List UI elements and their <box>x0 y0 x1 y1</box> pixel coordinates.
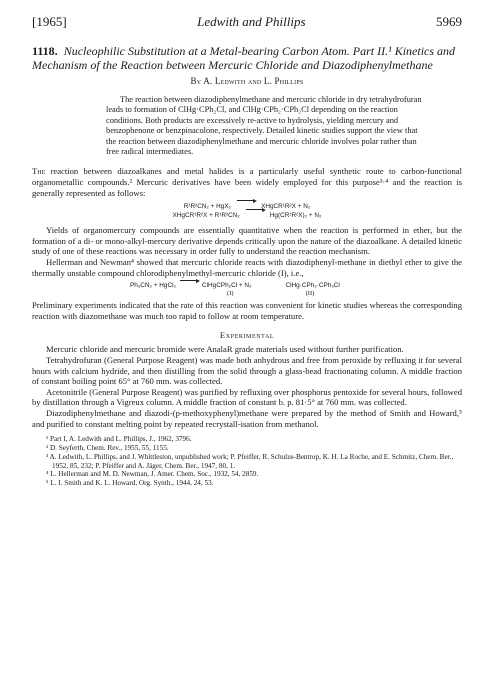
intro-paragraph <box>32 166 462 198</box>
compound-label-row <box>227 290 314 297</box>
intro-lead-word: The <box>32 166 46 177</box>
mercury-reaction-scheme <box>32 282 462 297</box>
running-title: Ledwith and Phillips <box>197 14 306 29</box>
equation-2-right: Hg(CR¹R²X)₂ + N₂ <box>269 212 322 220</box>
equation-3-second-product: ClHg·CPh₂·CPh₂Cl <box>285 282 340 290</box>
reaction-arrow-icon <box>180 280 198 281</box>
page-number: 5969 <box>435 14 462 29</box>
hellerman-paragraph: Hellerman and Newman⁴ showed that mercuric chloride reacts with diazodiphenyl-methane in diethyl ether to give the thermally unstable compound chlorodiphenylmethyl-mercuric chloride (I), i.e., <box>32 257 462 278</box>
compound-label-1: (I) <box>227 290 234 298</box>
reference-3: ³ A. Ledwith, L. Phillips, and J. Whittleston, unpublished work; P. Pfeiffer, R. Schulze-Bentrop, K. H. La Roche, and E. Schmitz, Chem. Ber., 1952, 85, 232; P. Pfeiffer and A. Jäger, Chem. Ber., 1947, 80, 1. <box>46 452 454 470</box>
experimental-mercuric: Mercuric chloride and mercuric bromide were AnalaR grade materials used without further purification. <box>46 344 404 355</box>
equation-1-right: XHgCR¹R²X + N₂ <box>261 203 311 211</box>
reference-4: ⁴ L. Hellerman and M. D. Newman, J. Amer. Chem. Soc., 1932, 54, 2859. <box>46 470 259 479</box>
equation-2-left: XHgCR¹R²X + R¹R²CN₂ <box>172 212 240 220</box>
general-reaction-scheme <box>32 202 462 220</box>
equation-1-left: R¹R²CN₂ + HgX₂ <box>183 203 232 211</box>
experimental-acetonitrile: Acetonitrile (General Purpose Reagent) was purified by refluxing over phosphorus pentoxide for several hours, followed by distillation through a Vigreux column. A middle fraction of constant b. p. 81·5° at 760 mm. was collected. <box>32 386 462 408</box>
article-number: 1118. <box>32 44 58 58</box>
experimental-heading: Experimental <box>219 330 275 341</box>
intro-text: reaction between diazoalkanes and metal halides is a particularly useful synthetic route to carbon-functional organometallic compounds.² Mercuric derivatives have been widely employed for this purpose³·⁴ and the reaction is generally represented as follows: <box>32 166 462 198</box>
equation-3 <box>130 282 462 289</box>
yields-paragraph: Yields of organomercury compounds are essentially quantitative when the reaction is performed in ether, but the formation of a di- or mono-alkyl-mercury derivative depends critically upon the nature of the diazoalkane. A detailed kinetic study of one of these reactions was necessary in order fully to understand the reaction mechanism. <box>32 225 462 257</box>
experimental-tetrahydrofuran: Tetrahydrofuran (General Purpose Reagent) was made both anhydrous and free from peroxide by refluxing it for several hours with calcium hydride, and then distilling from the solid through a glass-bead fractionating column. A middle fraction of constant boiling point 65° at 760 mm. was collected. <box>32 354 462 387</box>
experimental-diazo: Diazodiphenylmethane and diazodi-(p-methoxyphenyl)methane were prepared by the method of Smith and Howard,⁵ and purified to constant melting point by repeated recrystall-isation from methanol. <box>32 407 462 429</box>
reference-1: ¹ Part I, A. Ledwith and L. Phillips, J., 1962, 3796. <box>46 435 192 444</box>
preliminary-paragraph: Preliminary experiments indicated that the rate of this reaction was convenient for kinetic studies whereas the corresponding reaction with diazomethane was much too rapid to follow at room temperature. <box>32 300 462 321</box>
compound-labels <box>32 290 462 297</box>
equation-3-right: ClHgCPh₂Cl + N₂ <box>201 282 252 290</box>
journal-year: [1965] <box>32 14 67 29</box>
author-line: By A. Ledwith and L. Phillips <box>190 76 304 86</box>
article-title-block <box>32 44 462 72</box>
footnote-references <box>32 435 462 488</box>
compound-label-2: (II) <box>305 290 315 298</box>
reaction-arrow-icon <box>237 200 255 201</box>
page-header <box>32 14 462 30</box>
equation-2 <box>32 211 462 220</box>
article-title: Nucleophilic Substitution at a Metal-bearing Carbon Atom. Part II.¹ Kinetics and Mechanism of the Reaction between Mercuric Chloride and Diazodiphenylmethane <box>32 44 456 72</box>
abstract: The reaction between diazodiphenylmethane and mercuric chloride in dry tetrahydrofuran leads to formation of ClHg·CPh₂Cl, and ClHg·CPh₂·CPh₂Cl depending on the reaction conditions. Both products are excessively re-active to hydrolysis, yielding mercury and benzophenone or benzpinacolone, respectively. Detailed kinetic studies support the view that the reaction between diazodiphenylmethane and mercuric chloride involves polar rather than free radical intermediates. <box>106 95 422 157</box>
reference-5: ⁵ L. I. Smith and K. L. Howard, Org. Synth., 1944, 24, 53. <box>46 479 214 488</box>
equation-3-left: Ph₂CN₂ + HgCl₂ <box>130 282 176 290</box>
reference-2: ² D. Seyferth, Chem. Rev., 1955, 55, 1155. <box>46 443 169 452</box>
reaction-arrow-icon <box>246 209 264 210</box>
